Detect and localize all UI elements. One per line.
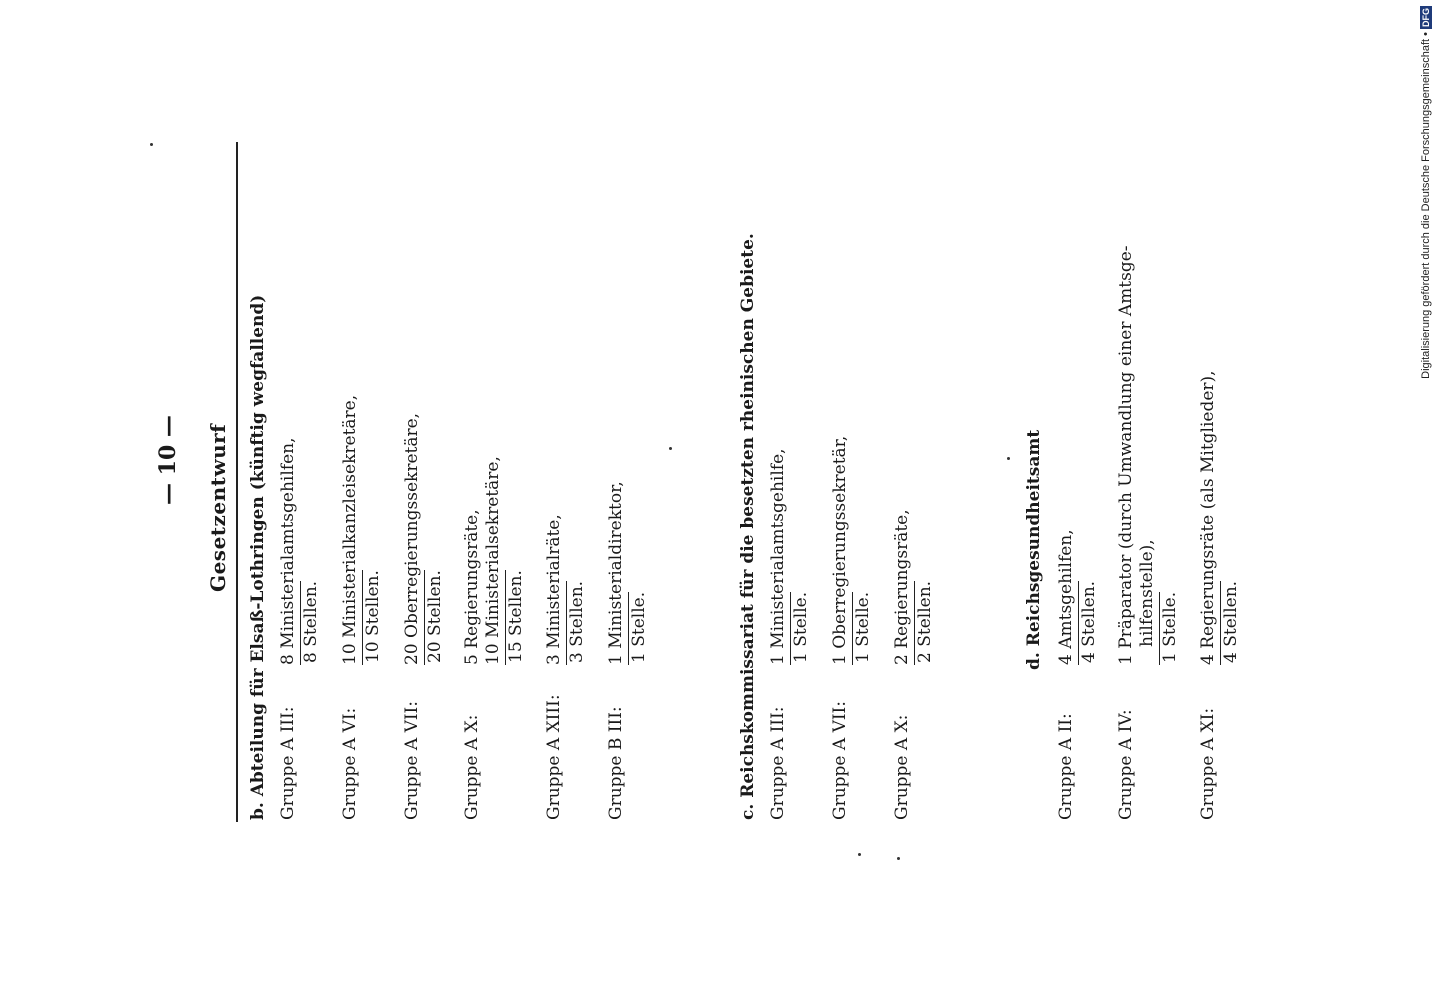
entry-total: 10 Stellen. — [363, 570, 383, 663]
entry-total: 2 Stellen. — [915, 580, 935, 663]
entry-line: 10 Ministerialkanzleisekretäre, — [340, 394, 360, 665]
entry-total: 1 Stelle. — [791, 591, 811, 663]
attribution-text: Digitalisierung gefördert durch die Deutsche Forschungsgemeinschaft • — [1420, 32, 1432, 379]
document-page — [140, 130, 1270, 830]
group-label: Gruppe A VII: — [402, 701, 422, 820]
entry-line: 4 Amtsgehilfen, — [1056, 529, 1076, 665]
entry-line: 10 Ministerialsekretäre, — [483, 456, 503, 665]
group-label: Gruppe A XIII: — [544, 694, 564, 820]
attribution-strip — [1417, 6, 1434, 392]
group-label: Gruppe A III: — [768, 706, 788, 820]
dfg-logo: DFG — [1421, 8, 1431, 27]
entry-total: 15 Stellen. — [506, 570, 526, 663]
entry-total: 4 Stellen. — [1079, 580, 1099, 663]
title-rule — [236, 142, 238, 822]
entry-total: 1 Stelle. — [629, 591, 649, 663]
entry-line: 5 Regierungsräte, — [462, 509, 482, 665]
group-label: Gruppe A X: — [892, 714, 912, 820]
group-label: Gruppe A IV: — [1116, 709, 1136, 820]
entry-line: 8 Ministerialamtsgehilfen, — [278, 437, 298, 665]
entry-line: 1 Präparator (durch Umwandlung einer Amtsge- — [1116, 245, 1136, 665]
section-heading-c: c. Reichskommissariat für die besetzten rheinischen Gebiete. — [738, 233, 758, 820]
group-label: Gruppe A XI: — [1198, 707, 1218, 820]
scan-speck — [669, 447, 672, 450]
entry-total: 8 Stellen. — [301, 580, 321, 663]
group-label: Gruppe A VII: — [830, 701, 850, 820]
entry-line: hilfenstelle), — [1137, 539, 1157, 647]
entry-line: 3 Ministerialräte, — [544, 514, 564, 665]
entry-line: 20 Oberregierungssekretäre, — [402, 412, 422, 665]
section-heading-d: d. Reichsgesundheitsamt — [1024, 429, 1044, 670]
entry-line: 4 Regierungsräte (als Mitglieder), — [1198, 370, 1218, 665]
entry-line: 1 Ministerialamtsgehilfe, — [768, 448, 788, 665]
scan-speck — [858, 853, 861, 856]
group-label: Gruppe A II: — [1056, 713, 1076, 820]
entry-total: 20 Stellen. — [425, 570, 445, 663]
entry-line: 1 Oberregierungssekretär, — [830, 435, 850, 665]
entry-total: 3 Stellen. — [567, 580, 587, 663]
scan-speck — [150, 143, 153, 146]
entry-total: 4 Stellen. — [1221, 580, 1241, 663]
group-label: Gruppe A VI: — [340, 707, 360, 820]
group-label: Gruppe B III: — [606, 706, 626, 820]
group-label: Gruppe A III: — [278, 706, 298, 820]
section-heading-b: b. Abteilung für Elsaß-Lothringen (künftig wegfallend) — [248, 294, 268, 820]
page-number: — 10 — — [155, 415, 181, 505]
entry-line: 1 Ministerialdirektor, — [606, 481, 626, 665]
group-label: Gruppe A X: — [462, 714, 482, 820]
page-title: Gesetzentwurf — [206, 423, 230, 592]
document-page-frame — [140, 130, 1270, 830]
entry-total: 1 Stelle. — [1160, 591, 1180, 663]
scan-speck — [897, 857, 900, 860]
entry-line: 2 Regierungsräte, — [892, 509, 912, 665]
entry-total: 1 Stelle. — [853, 591, 873, 663]
scan-speck — [1007, 457, 1010, 460]
